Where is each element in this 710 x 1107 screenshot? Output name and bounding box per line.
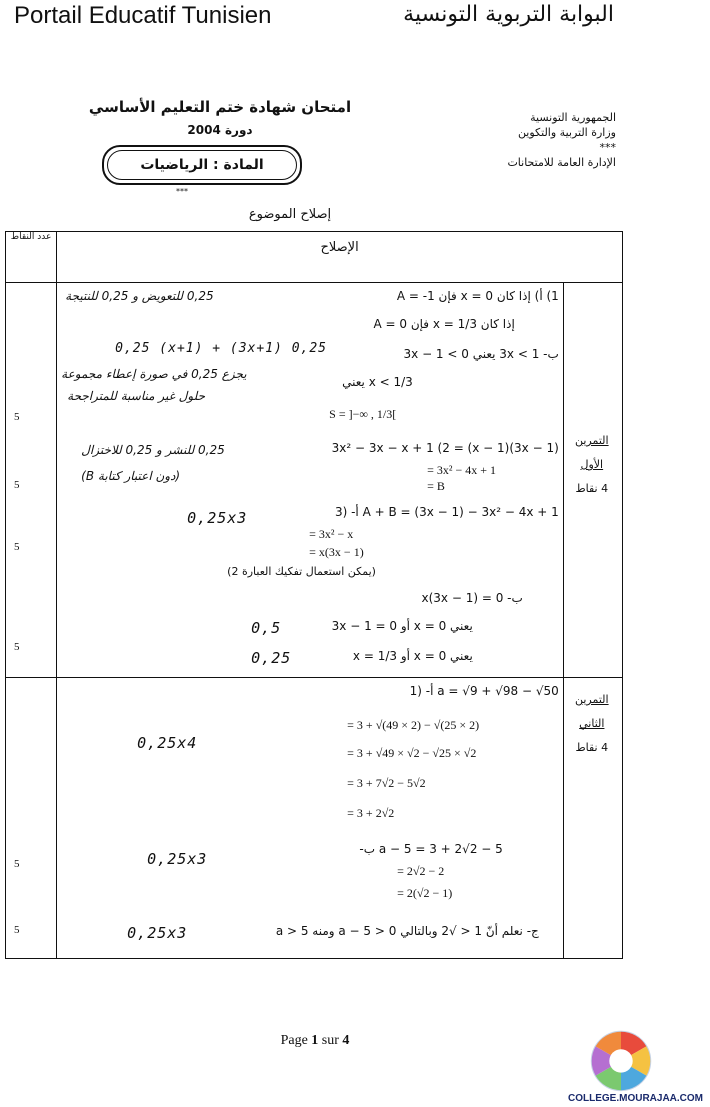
correction-label: إصلاح الموضوع xyxy=(248,207,332,222)
ministry-line: وزارة التربية والتكوين xyxy=(517,126,616,139)
ex2-handwritten: 0,25x3 xyxy=(127,924,188,942)
page-number: 1 xyxy=(311,1033,319,1048)
ex1-line: 1) أ) إذا كان x = 0 فإن A = -1 xyxy=(396,289,559,303)
ex1-handwritten: 0,25 xyxy=(251,649,292,667)
header-correction: الإصلاح xyxy=(57,232,623,283)
subject-stamp: *** xyxy=(176,187,188,196)
ex1-label-col xyxy=(564,283,622,677)
ex2-line: = 3 + √(49 × 2) − √(25 × 2) xyxy=(347,718,480,732)
ex1-label-line: الأول xyxy=(580,458,604,471)
ex1-point: 5 xyxy=(14,479,20,491)
header-points: عدد النقاط xyxy=(6,232,57,283)
ex2-line: = 2(√2 − 1) xyxy=(397,886,453,900)
ex1-line: ب- 3x < 1 يعني 3x − 1 < 0 xyxy=(403,347,559,361)
ex1-point: 5 xyxy=(14,411,20,423)
ex1-handwritten: يجزع 0,25 في صورة إعطاء مجموعة xyxy=(61,367,247,381)
ex1-point: 5 xyxy=(14,641,20,653)
ex2-line: = 3 + 2√2 xyxy=(347,806,395,820)
ex2-label-line: التمرين xyxy=(575,693,609,706)
ex2-line: ج- نعلم أنّ 1 < √2 وبالتالي a − 5 > 0 ومنه a > 5 xyxy=(275,924,539,938)
ex2-point: 5 xyxy=(14,858,20,870)
ex1-line: A + B = (3x − 1) − 3x² − 4x + 1 أ- (3 xyxy=(334,505,559,519)
ex2-label xyxy=(566,688,618,760)
ex1-line: x < 1/3 يعني xyxy=(342,375,413,389)
ex1-line: (3x − 1)(x − 1) = 3x² − 3x − x + 1 (2 xyxy=(331,441,559,455)
ex2-content xyxy=(57,678,563,958)
site-url: COLLEGE.MOURAJAA.COM xyxy=(568,1093,703,1104)
subject-box xyxy=(102,145,302,185)
ex2-line: a = √9 + √98 − √50 أ- (1 xyxy=(409,684,559,698)
ex2-handwritten: 0,25x4 xyxy=(137,734,198,752)
ex1-label xyxy=(566,429,618,501)
ex2-label-line: الثاني xyxy=(579,717,605,730)
ex1-label-points: 4 نقاط xyxy=(575,482,609,495)
ex2-points-col xyxy=(6,678,56,958)
table-header-row xyxy=(6,232,623,283)
exercise-2-row xyxy=(6,678,623,959)
exercise-1-row xyxy=(6,283,623,678)
ex1-line: ب- x(3x − 1) = 0 xyxy=(421,591,523,605)
page-separator: sur xyxy=(321,1033,339,1048)
correction-table xyxy=(5,231,623,959)
ex1-points-col xyxy=(6,283,56,677)
subject-label: المادة : الرياضيات xyxy=(140,157,264,173)
ex1-line: S = ]−∞ , 1/3[ xyxy=(329,407,397,421)
page-total: 4 xyxy=(342,1033,350,1048)
ex1-line: = 3x² − 4x + 1 xyxy=(427,463,497,477)
ex1-line: يعني x = 0 أو 3x − 1 = 0 xyxy=(331,619,473,633)
ex2-line: a − 5 = 3 + 2√2 − 5 ب- xyxy=(359,842,503,856)
ex1-line: يعني x = 0 أو x = 1/3 xyxy=(352,649,473,663)
ex1-line: = 3x² − x xyxy=(309,527,354,541)
exam-title: امتحان شهادة ختم التعليم الأساسي xyxy=(88,98,352,116)
ex1-label-line: التمرين xyxy=(575,434,609,447)
exam-session: دورة 2004 xyxy=(187,123,253,137)
ex1-handwritten: 0,25 للتعويض و 0,25 للنتيجة xyxy=(65,289,214,303)
ex2-label-points: 4 نقاط xyxy=(575,741,609,754)
ex2-line: = 3 + √49 × √2 − √25 × √2 xyxy=(347,746,477,760)
ex2-handwritten: 0,25x3 xyxy=(147,850,208,868)
stamp-line: *** xyxy=(599,141,616,154)
mouraja-logo-icon xyxy=(582,1020,660,1098)
directorate-line: الإدارة العامة للامتحانات xyxy=(507,156,616,169)
ex1-handwritten: 0,25 (x+1) + (3x+1) 0,25 xyxy=(115,341,327,356)
ex2-line: = 3 + 7√2 − 5√2 xyxy=(347,776,426,790)
ex1-handwritten: 0,25x3 xyxy=(187,509,248,527)
republic-line: الجمهورية التونسية xyxy=(530,111,616,124)
ex2-point: 5 xyxy=(14,924,20,936)
ex1-note: (يمكن استعمال تفكيك العبارة 2) xyxy=(227,565,376,578)
ex1-handwritten: (دون اعتبار كتابة B) xyxy=(81,469,181,483)
page-label: Page xyxy=(280,1033,308,1048)
ex1-line: = x(3x − 1) xyxy=(309,545,364,559)
ex1-handwritten: 0,25 للنشر و 0,25 للاختزال xyxy=(81,443,225,457)
portal-title-ar: البوابة التربوية التونسية xyxy=(403,2,614,27)
ex1-handwritten: 0,5 xyxy=(251,619,282,637)
page-footer xyxy=(0,1033,630,1049)
ex2-line: = 2√2 − 2 xyxy=(397,864,445,878)
ex1-line: = B xyxy=(427,479,445,493)
ex1-point: 5 xyxy=(14,541,20,553)
ex1-content xyxy=(57,283,563,677)
portal-title-fr: Portail Educatif Tunisien xyxy=(14,2,272,29)
republic-block xyxy=(507,110,616,170)
ex1-handwritten: حلول غير مناسبة للمتراجحة xyxy=(67,389,205,403)
ex1-line: إذا كان x = 1/3 فإن A = 0 xyxy=(373,317,515,331)
ex2-label-col xyxy=(564,678,622,958)
